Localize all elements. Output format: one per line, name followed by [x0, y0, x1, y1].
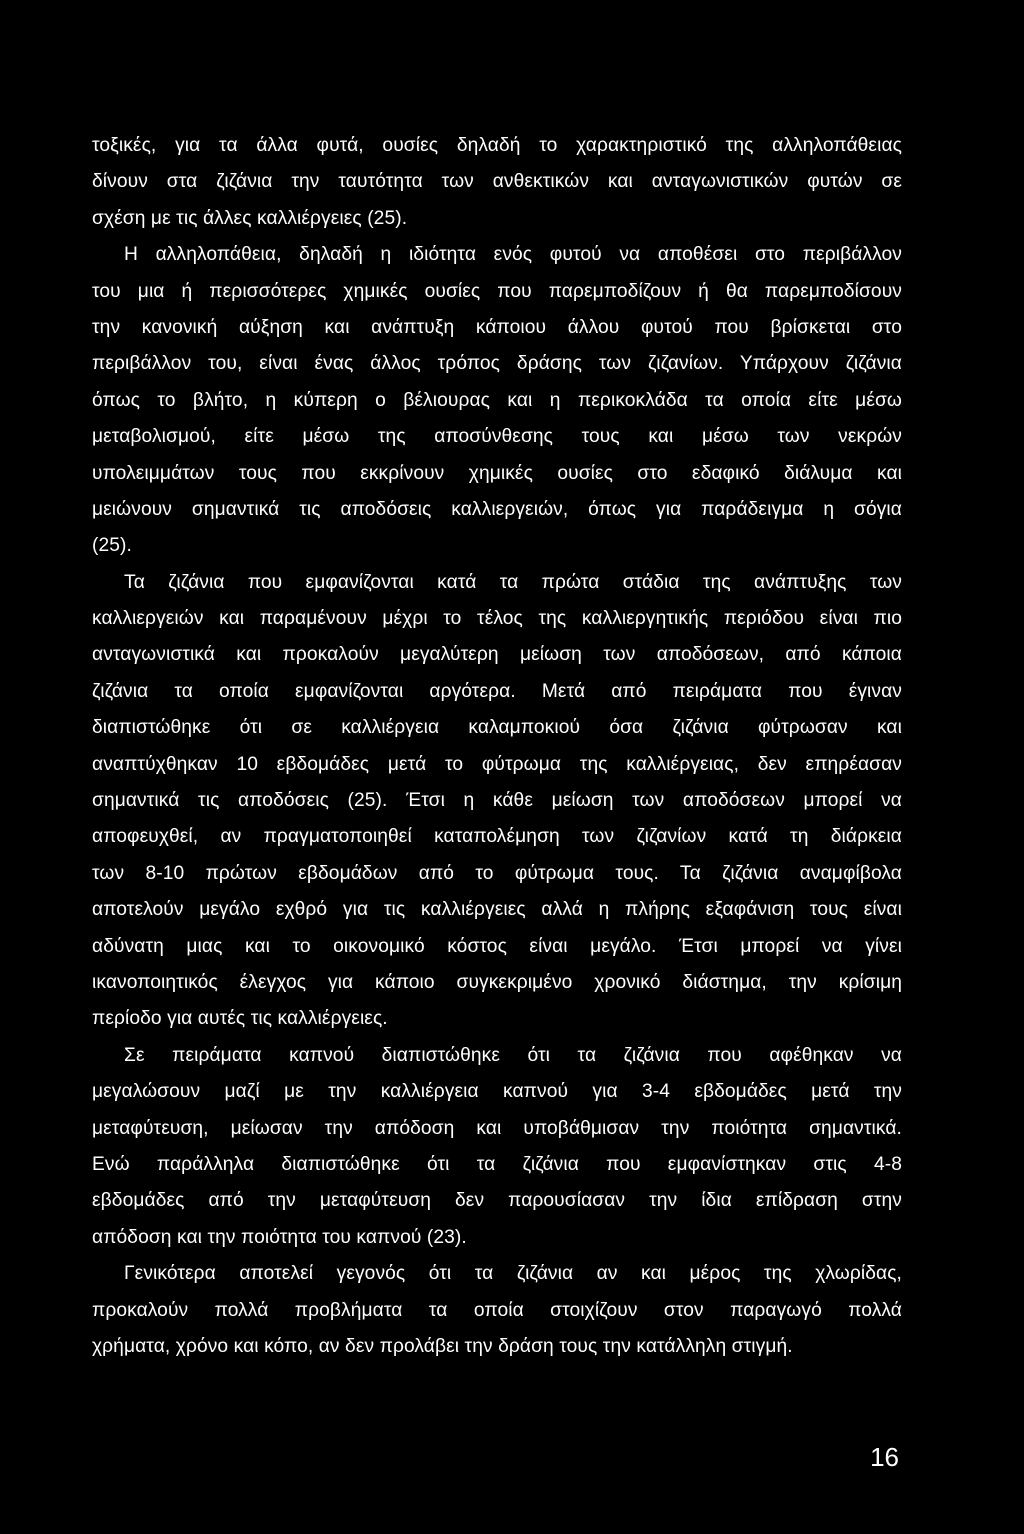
text-line: ανταγωνιστικά και προκαλούν μεγαλύτερη μείωση των αποδόσεων, από κάποια: [92, 644, 902, 666]
text-line: ζιζάνια τα οποία εμφανίζονται αργότερα. Μετά από πειράματα που έγιναν: [92, 680, 902, 702]
text-line: των 8-10 πρώτων εβδομάδων από το φύτρωμα τους. Τα ζιζάνια αναμφίβολα: [92, 862, 902, 884]
text-line: Σε πειράματα καπνού διαπιστώθηκε ότι τα ζιζάνια που αφέθηκαν να: [124, 1044, 902, 1066]
text-line: μεγαλώσουν μαζί με την καλλιέργεια καπνού για 3-4 εβδομάδες μετά την: [92, 1081, 902, 1103]
text-line: αδύνατη μιας και το οικονομικό κόστος είναι μεγάλο. Έτσι μπορεί να γίνει: [92, 935, 902, 957]
text-line: μεταβολισμού, είτε μέσω της αποσύνθεσης τους και μέσω των νεκρών: [92, 426, 902, 448]
text-line: περίοδο για αυτές τις καλλιέργειες.: [92, 1008, 388, 1030]
text-line: την κανονική αύξηση και ανάπτυξη κάποιου άλλου φυτού που βρίσκεται στο: [92, 316, 902, 338]
text-line: ικανοποιητικός έλεγχος για κάποιο συγκεκριμένο χρονικό διάστημα, την κρίσιμη: [92, 971, 902, 993]
text-line: σχέση με τις άλλες καλλιέργειες (25).: [92, 207, 408, 229]
text-line: όπως το βλήτο, η κύπερη ο βέλιουρας και η περικοκλάδα τα οποία είτε μέσω: [92, 389, 902, 411]
text-line: Γενικότερα αποτελεί γεγονός ότι τα ζιζάνια αν και μέρος της χλωρίδας,: [124, 1263, 902, 1285]
text-line: εβδομάδες από την μεταφύτευση δεν παρουσίασαν την ίδια επίδραση στην: [92, 1190, 902, 1212]
page-number: 16: [870, 1442, 899, 1472]
text-line: του μια ή περισσότερες χημικές ουσίες που παρεμποδίζουν ή θα παρεμποδίσουν: [92, 280, 902, 302]
text-line: μεταφύτευση, μείωσαν την απόδοση και υποβάθμισαν την ποιότητα σημαντικά.: [92, 1117, 902, 1139]
text-line: απόδοση και την ποιότητα του καπνού (23).: [92, 1226, 467, 1248]
text-line: υπολειμμάτων τους που εκκρίνουν χημικές ουσίες στο εδαφικό διάλυμα και: [92, 462, 902, 484]
document-body: [92, 128, 902, 1365]
text-line: καλλιεργειών και παραμένουν μέχρι το τέλος της καλλιεργητικής περιόδου είναι πιο: [92, 608, 902, 630]
text-line: χρήματα, χρόνο και κόπο, αν δεν προλάβει την δράση τους την κατάλληλη στιγμή.: [92, 1335, 793, 1357]
text-line: σημαντικά τις αποδόσεις (25). Έτσι η κάθε μείωση των αποδόσεων μπορεί να: [92, 790, 902, 812]
text-line: περιβάλλον του, είναι ένας άλλος τρόπος δράσης των ζιζανίων. Υπάρχουν ζιζάνια: [92, 353, 902, 375]
text-line: αποφευχθεί, αν πραγματοποιηθεί καταπολέμηση των ζιζανίων κατά τη διάρκεια: [92, 826, 902, 848]
text-line: Ενώ παράλληλα διαπιστώθηκε ότι τα ζιζάνια που εμφανίστηκαν στις 4-8: [92, 1153, 902, 1175]
text-line: αποτελούν μεγάλο εχθρό για τις καλλιέργειες αλλά η πλήρης εξαφάνιση τους είναι: [92, 899, 902, 921]
text-line: Η αλληλοπάθεια, δηλαδή η ιδιότητα ενός φυτού να αποθέσει στο περιβάλλον: [124, 244, 902, 266]
text-line: δίνουν στα ζιζάνια την ταυτότητα των ανθεκτικών και ανταγωνιστικών φυτών σε: [92, 171, 902, 193]
text-line: αναπτύχθηκαν 10 εβδομάδες μετά το φύτρωμα της καλλιέργειας, δεν επηρέασαν: [92, 753, 902, 775]
text-line: Τα ζιζάνια που εμφανίζονται κατά τα πρώτα στάδια της ανάπτυξης των: [124, 571, 902, 593]
text-line: (25).: [92, 535, 132, 557]
text-line: τοξικές, για τα άλλα φυτά, ουσίες δηλαδή το χαρακτηριστικό της αλληλοπάθειας: [92, 135, 902, 156]
text-line: προκαλούν πολλά προβλήματα τα οποία στοιχίζουν στον παραγωγό πολλά: [92, 1299, 902, 1321]
text-line: μειώνουν σημαντικά τις αποδόσεις καλλιεργειών, όπως για παράδειγμα η σόγια: [92, 498, 902, 520]
text-line: διαπιστώθηκε ότι σε καλλιέργεια καλαμποκιού όσα ζιζάνια φύτρωσαν και: [92, 717, 902, 739]
